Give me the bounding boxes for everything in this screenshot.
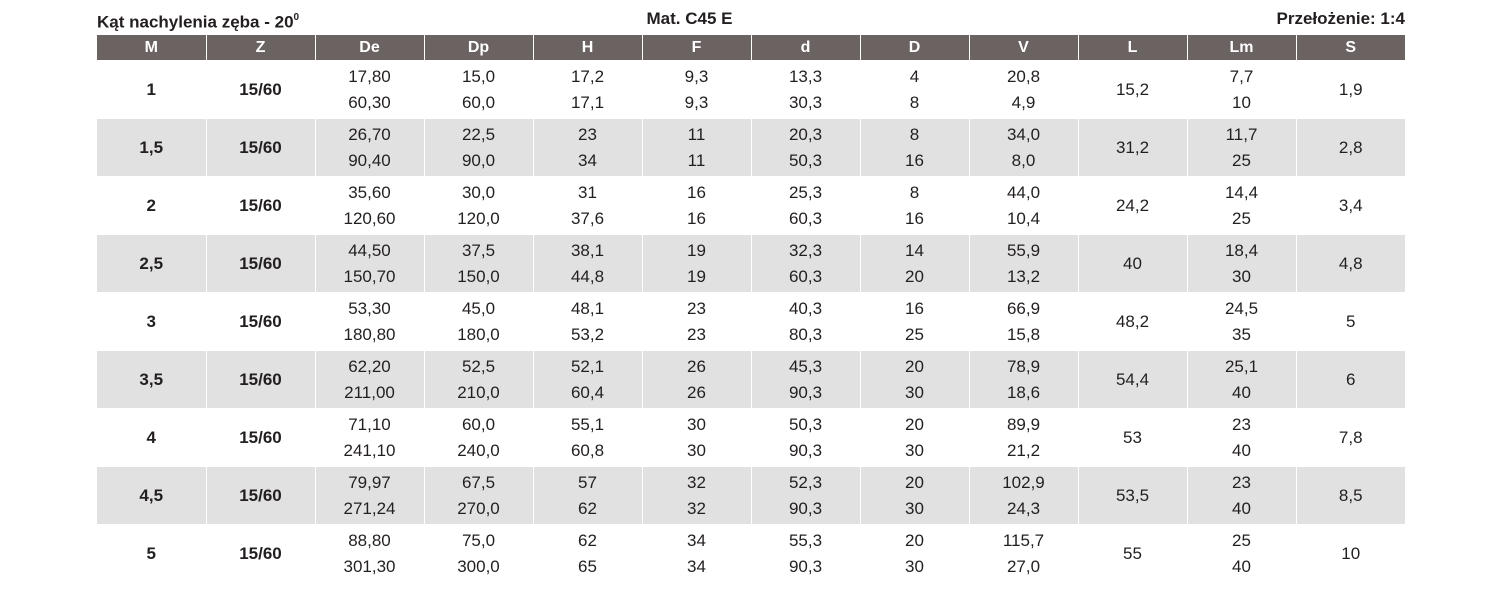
cell-s: 4,8: [1296, 235, 1405, 293]
cell-lm: [1187, 293, 1296, 351]
cell-value-upper: 62: [578, 530, 597, 550]
cell-lm: [1187, 235, 1296, 293]
cell-value-upper: 53,30: [348, 298, 391, 318]
cell-value-lower: 30: [905, 556, 924, 576]
cell-value-lower: 16: [905, 208, 924, 228]
cell-value-lower: 90,3: [788, 440, 823, 460]
cell-dp: [424, 351, 533, 409]
cell-f: [642, 235, 751, 293]
cell-m: 5: [97, 525, 206, 583]
cell-value-lower: 25: [1232, 150, 1251, 170]
cell-value-upper: 30,0: [461, 182, 496, 202]
cell-d: [860, 409, 969, 467]
table-row: [97, 467, 1405, 525]
cell-value-upper: 23: [687, 298, 706, 318]
cell-l: 40: [1078, 235, 1187, 293]
cell-lm: [1187, 119, 1296, 177]
cell-f: [642, 119, 751, 177]
cell-value-lower: 150,0: [457, 266, 500, 286]
cell-value-lower: 10: [1232, 92, 1251, 112]
column-header-l: L: [1078, 35, 1187, 61]
cell-value-upper: 52,5: [461, 356, 496, 376]
cell-value-lower: 25: [905, 324, 924, 344]
column-header-f: F: [642, 35, 751, 61]
cell-f: [642, 409, 751, 467]
cell-value-upper: 11: [687, 124, 706, 144]
cell-value-lower: 80,3: [788, 324, 823, 344]
cell-dp: [424, 119, 533, 177]
table-row: [97, 409, 1405, 467]
cell-d: [751, 119, 860, 177]
column-header-m: M: [97, 35, 206, 61]
cell-h: [533, 467, 642, 525]
cell-value-upper: 24,5: [1224, 298, 1259, 318]
cell-value-upper: 25,1: [1224, 356, 1259, 376]
cell-d: [860, 177, 969, 235]
cell-value-lower: 120,0: [457, 208, 500, 228]
cell-value-upper: 37,5: [461, 240, 496, 260]
cell-value-upper: 115,7: [1002, 530, 1045, 550]
cell-value-upper: 15,0: [461, 66, 496, 86]
cell-value-lower: 26: [687, 382, 706, 402]
cell-value-lower: 30: [905, 440, 924, 460]
cell-value-upper: 45,0: [461, 298, 496, 318]
cell-value-lower: 30,3: [788, 92, 823, 112]
cell-lm: [1187, 525, 1296, 583]
cell-d: [860, 61, 969, 119]
cell-value-lower: 40: [1232, 382, 1251, 402]
cell-value-upper: 34,0: [1006, 124, 1041, 144]
cell-dp: [424, 525, 533, 583]
cell-value-lower: 62: [578, 498, 597, 518]
column-header-d: D: [860, 35, 969, 61]
cell-value-lower: 13,2: [1006, 266, 1041, 286]
column-header-dp: Dp: [424, 35, 533, 61]
cell-value-lower: 25: [1232, 208, 1251, 228]
cell-value-upper: 32,3: [788, 240, 823, 260]
cell-value-lower: 24,3: [1006, 498, 1041, 518]
cell-value-upper: 31: [578, 182, 597, 202]
cell-l: 15,2: [1078, 61, 1187, 119]
cell-value-lower: 90,3: [788, 498, 823, 518]
cell-de: [315, 293, 424, 351]
cell-h: [533, 235, 642, 293]
gear-ratio-label: Przełożenie: 1:4: [1276, 9, 1405, 28]
cell-value-upper: 16: [687, 182, 706, 202]
cell-value-upper: 25: [1232, 530, 1251, 550]
cell-dp: [424, 293, 533, 351]
column-header-d: d: [751, 35, 860, 61]
cell-v: [969, 177, 1078, 235]
cell-h: [533, 119, 642, 177]
cell-value-lower: 50,3: [788, 150, 823, 170]
cell-de: [315, 235, 424, 293]
cell-value-lower: 120,60: [343, 208, 396, 228]
cell-lm: [1187, 467, 1296, 525]
cell-value-upper: 13,3: [788, 66, 823, 86]
cell-value-upper: 35,60: [348, 182, 391, 202]
cell-dp: [424, 177, 533, 235]
cell-dp: [424, 235, 533, 293]
cell-value-lower: 40: [1232, 498, 1251, 518]
cell-v: [969, 351, 1078, 409]
table-row: [97, 119, 1405, 177]
cell-value-lower: 30: [905, 382, 924, 402]
cell-value-upper: 71,10: [348, 414, 391, 434]
cell-value-upper: 26: [687, 356, 706, 376]
cell-value-upper: 20: [905, 472, 924, 492]
cell-f: [642, 61, 751, 119]
cell-f: [642, 351, 751, 409]
cell-value-lower: 60,0: [461, 92, 496, 112]
cell-value-lower: 210,0: [457, 382, 500, 402]
cell-value-lower: 240,0: [457, 440, 500, 460]
cell-d: [860, 235, 969, 293]
cell-value-upper: 89,9: [1006, 414, 1041, 434]
cell-value-lower: 60,3: [788, 266, 823, 286]
cell-value-lower: 27,0: [1006, 556, 1041, 576]
cell-value-upper: 44,0: [1006, 182, 1041, 202]
cell-value-lower: 60,30: [348, 92, 391, 112]
cell-d: [751, 61, 860, 119]
cell-de: [315, 351, 424, 409]
cell-d: [751, 351, 860, 409]
cell-value-lower: 211,00: [344, 382, 395, 402]
cell-value-lower: 44,8: [570, 266, 605, 286]
cell-z: 15/60: [206, 351, 315, 409]
cell-value-lower: 90,3: [788, 556, 823, 576]
cell-value-lower: 40: [1232, 440, 1251, 460]
cell-value-upper: 9,3: [684, 66, 709, 86]
cell-f: [642, 467, 751, 525]
cell-de: [315, 525, 424, 583]
cell-value-lower: 241,10: [343, 440, 396, 460]
cell-value-upper: 23: [1232, 414, 1251, 434]
cell-value-lower: 11: [687, 150, 706, 170]
cell-value-lower: 53,2: [570, 324, 605, 344]
cell-value-upper: 20: [905, 530, 924, 550]
cell-z: 15/60: [206, 467, 315, 525]
cell-s: 8,5: [1296, 467, 1405, 525]
cell-m: 1: [97, 61, 206, 119]
tooth-angle-label: Kąt nachylenia zęba - $20^0$: [97, 12, 300, 32]
cell-d: [860, 119, 969, 177]
table-row: [97, 525, 1405, 583]
header-row: [97, 35, 1405, 61]
cell-value-lower: 21,2: [1006, 440, 1041, 460]
cell-value-lower: 60,8: [570, 440, 605, 460]
cell-v: [969, 409, 1078, 467]
cell-s: 7,8: [1338, 427, 1363, 447]
angle-superscript: 0: [293, 12, 300, 23]
cell-value-lower: 35: [1232, 324, 1251, 344]
cell-l: 48,2: [1078, 293, 1187, 351]
cell-lm: [1187, 351, 1296, 409]
cell-m: 4: [97, 409, 206, 467]
cell-f: [642, 177, 751, 235]
cell-l: 53,5: [1078, 467, 1187, 525]
cell-z: 15/60: [206, 293, 315, 351]
cell-value-upper: 14,4: [1224, 182, 1259, 202]
cell-v: [969, 293, 1078, 351]
cell-value-lower: 9,3: [684, 92, 709, 112]
cell-value-upper: 22,5: [461, 124, 496, 144]
cell-value-lower: 23: [687, 324, 706, 344]
column-header-s: S: [1296, 35, 1405, 61]
cell-value-lower: 34: [578, 150, 597, 170]
cell-value-upper: 18,4: [1224, 240, 1259, 260]
cell-h: [533, 61, 642, 119]
cell-value-upper: 57: [578, 472, 597, 492]
cell-value-upper: 52,1: [570, 356, 605, 376]
cell-l: 54,4: [1078, 351, 1187, 409]
cell-h: [533, 177, 642, 235]
cell-m: 1,5: [97, 119, 206, 177]
cell-z: 15/60: [206, 235, 315, 293]
cell-value-lower: 37,6: [570, 208, 605, 228]
cell-lm: [1187, 61, 1296, 119]
cell-l: 55: [1078, 525, 1187, 583]
cell-value-lower: 30: [687, 440, 706, 460]
table-row: [97, 351, 1405, 409]
cell-value-lower: 16: [687, 208, 706, 228]
cell-value-lower: 180,0: [457, 324, 500, 344]
cell-lm: [1187, 409, 1296, 467]
cell-value-upper: 17,80: [348, 66, 391, 86]
cell-value-lower: 40: [1232, 556, 1251, 576]
cell-value-upper: 78,9: [1006, 356, 1041, 376]
cell-f: [642, 293, 751, 351]
table-row: [97, 293, 1405, 351]
cell-value-upper: 25,3: [788, 182, 823, 202]
cell-value-lower: 90,3: [788, 382, 823, 402]
column-header-v: V: [969, 35, 1078, 61]
cell-value-upper: 52,3: [788, 472, 823, 492]
cell-value-lower: 60,3: [788, 208, 823, 228]
cell-value-upper: 55,1: [570, 414, 605, 434]
cell-value-upper: 30: [687, 414, 706, 434]
cell-value-lower: 270,0: [457, 498, 500, 518]
cell-value-upper: 48,1: [570, 298, 605, 318]
cell-z: 15/60: [206, 119, 315, 177]
cell-value-upper: 34: [687, 530, 706, 550]
cell-dp: [424, 61, 533, 119]
cell-value-upper: 67,5: [461, 472, 496, 492]
cell-de: [315, 467, 424, 525]
cell-value-lower: 301,30: [343, 556, 396, 576]
column-header-de: De: [315, 35, 424, 61]
cell-h: [533, 525, 642, 583]
cell-m: 3,5: [97, 351, 206, 409]
cell-value-lower: 300,0: [457, 556, 500, 576]
cell-v: [969, 235, 1078, 293]
cell-d: [751, 525, 860, 583]
cell-z: 15/60: [206, 525, 315, 583]
cell-v: [969, 525, 1078, 583]
table-body: [97, 61, 1405, 583]
cell-value-upper: 8: [909, 182, 920, 202]
cell-value-upper: 66,9: [1006, 298, 1041, 318]
cell-de: [315, 119, 424, 177]
cell-d: [860, 351, 969, 409]
cell-value-upper: 40,3: [788, 298, 823, 318]
column-header-z: Z: [206, 35, 315, 61]
cell-m: 2,5: [97, 235, 206, 293]
cell-value-lower: 30: [905, 498, 924, 518]
gear-spec-table: [97, 35, 1405, 582]
cell-value-lower: 16: [905, 150, 924, 170]
cell-value-lower: 90,40: [348, 150, 391, 170]
table-row: [97, 61, 1405, 119]
material-label: Mat. C45 E: [646, 9, 733, 28]
cell-s: 2,8: [1296, 119, 1405, 177]
cell-value-lower: 30: [1232, 266, 1251, 286]
cell-lm: [1187, 177, 1296, 235]
cell-value-upper: 60,0: [461, 414, 496, 434]
cell-z: 15/60: [206, 177, 315, 235]
cell-value-upper: 38,1: [570, 240, 605, 260]
cell-h: [533, 409, 642, 467]
cell-s: 10: [1341, 543, 1361, 563]
cell-value-lower: 8: [909, 92, 920, 112]
cell-h: [533, 351, 642, 409]
cell-value-lower: 90,0: [461, 150, 496, 170]
cell-dp: [424, 409, 533, 467]
cell-de: [315, 177, 424, 235]
cell-value-lower: 19: [687, 266, 706, 286]
cell-v: [969, 119, 1078, 177]
cell-value-upper: 55,9: [1006, 240, 1041, 260]
cell-m: 2: [97, 177, 206, 235]
cell-s: 5: [1346, 311, 1356, 331]
cell-l: 53: [1078, 409, 1187, 467]
cell-value-lower: 65: [578, 556, 597, 576]
column-header-lm: Lm: [1187, 35, 1296, 61]
cell-value-upper: 102,9: [1002, 472, 1045, 492]
cell-value-lower: 17,1: [570, 92, 605, 112]
cell-value-upper: 44,50: [348, 240, 391, 260]
cell-d: [751, 467, 860, 525]
cell-value-upper: 88,80: [348, 530, 391, 550]
cell-value-lower: 34: [687, 556, 706, 576]
cell-value-upper: 45,3: [788, 356, 823, 376]
cell-value-upper: 8: [909, 124, 920, 144]
cell-value-upper: 23: [578, 124, 597, 144]
cell-dp: [424, 467, 533, 525]
cell-value-upper: 16: [905, 298, 924, 318]
cell-value-upper: 62,20: [348, 356, 391, 376]
cell-value-upper: 26,70: [348, 124, 391, 144]
column-header-h: H: [533, 35, 642, 61]
cell-value-upper: 20,3: [788, 124, 823, 144]
cell-v: [969, 61, 1078, 119]
cell-value-lower: 32: [687, 498, 706, 518]
cell-value-lower: 8,0: [1011, 150, 1036, 170]
cell-d: [860, 525, 969, 583]
table-row: [97, 177, 1405, 235]
table-row: [97, 235, 1405, 293]
cell-value-upper: 55,3: [788, 530, 823, 550]
cell-l: 31,2: [1078, 119, 1187, 177]
cell-m: 3: [97, 293, 206, 351]
cell-d: [860, 467, 969, 525]
title-bar: [97, 8, 1405, 30]
cell-value-upper: 11,7: [1225, 124, 1258, 144]
cell-value-lower: 18,6: [1006, 382, 1041, 402]
cell-s: 3,4: [1338, 195, 1363, 215]
cell-value-upper: 79,97: [348, 472, 391, 492]
cell-l: 24,2: [1078, 177, 1187, 235]
cell-value-upper: 19: [687, 240, 706, 260]
cell-value-upper: 23: [1232, 472, 1251, 492]
cell-value-lower: 60,4: [570, 382, 605, 402]
cell-h: [533, 293, 642, 351]
cell-z: 15/60: [206, 61, 315, 119]
cell-d: [751, 293, 860, 351]
cell-value-upper: 75,0: [461, 530, 496, 550]
cell-value-lower: 15,8: [1006, 324, 1041, 344]
cell-d: [751, 235, 860, 293]
cell-value-upper: 20,8: [1006, 66, 1041, 86]
cell-s: 1,9: [1338, 79, 1363, 99]
cell-value-upper: 50,3: [788, 414, 823, 434]
cell-f: [642, 525, 751, 583]
cell-value-lower: 271,24: [343, 498, 396, 518]
cell-value-upper: 17,2: [570, 66, 605, 86]
cell-value-lower: 4,9: [1011, 92, 1036, 112]
cell-d: [751, 409, 860, 467]
cell-value-lower: 20: [905, 266, 924, 286]
cell-value-upper: 14: [905, 240, 924, 260]
cell-value-upper: 20: [905, 356, 924, 376]
cell-value-upper: 20: [905, 414, 924, 434]
cell-value-upper: 4: [909, 66, 920, 86]
cell-de: [315, 61, 424, 119]
cell-value-upper: 7,7: [1229, 66, 1254, 86]
cell-d: [860, 293, 969, 351]
cell-value-lower: 150,70: [343, 266, 396, 286]
cell-value-upper: 32: [687, 472, 706, 492]
cell-d: [751, 177, 860, 235]
cell-m: 4,5: [97, 467, 206, 525]
cell-value-lower: 10,4: [1006, 208, 1041, 228]
cell-value-lower: 180,80: [343, 324, 396, 344]
cell-s: 6: [1296, 351, 1405, 409]
cell-v: [969, 467, 1078, 525]
cell-de: [315, 409, 424, 467]
cell-z: 15/60: [206, 409, 315, 467]
